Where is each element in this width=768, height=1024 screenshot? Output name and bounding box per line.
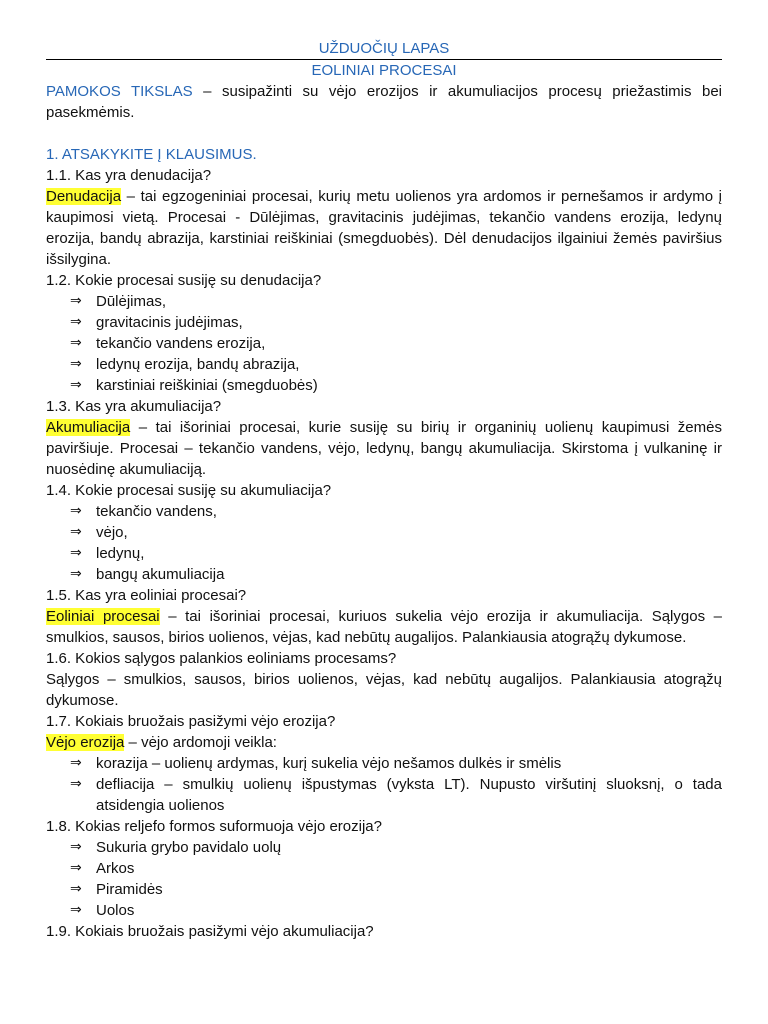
arrow-icon: ⇒ <box>70 902 82 918</box>
list-item: ⇒ tekančio vandens, <box>70 503 217 520</box>
arrow-icon: ⇒ <box>70 314 82 330</box>
question-1-1: 1.1. Kas yra denudacija? <box>46 167 212 184</box>
arrow-icon: ⇒ <box>70 776 82 792</box>
question-1-7: 1.7. Kokiais bruožais pasižymi vėjo erozija? <box>46 713 336 730</box>
list-item: ⇒ korazija – uolienų ardymas, kurį sukelia vėjo nešamos dulkės ir smėlis <box>70 755 562 772</box>
list-item: ⇒ vėjo, <box>70 524 128 541</box>
section-heading: 1. ATSAKYKITE Į KLAUSIMUS. <box>46 146 257 163</box>
worksheet <box>46 38 722 942</box>
lesson-goal-label: PAMOKOS TIKSLAS <box>46 83 193 100</box>
question-1-6: 1.6. Kokios sąlygos palankios eoliniams procesams? <box>46 650 397 667</box>
list-item: ⇒ gravitacinis judėjimas, <box>70 314 243 331</box>
arrow-icon: ⇒ <box>70 545 82 561</box>
question-1-4: 1.4. Kokie procesai susiję su akumuliacija? <box>46 482 332 499</box>
list-item: ⇒ Dūlėjimas, <box>70 293 167 310</box>
arrow-icon: ⇒ <box>70 524 82 540</box>
question-1-8: 1.8. Kokias reljefo formos suformuoja vėjo erozija? <box>46 818 382 835</box>
list-item: ⇒ Arkos <box>70 860 135 877</box>
arrow-icon: ⇒ <box>70 503 82 519</box>
question-1-9: 1.9. Kokiais bruožais pasižymi vėjo akumuliacija? <box>46 923 374 940</box>
term-highlight: Vėjo erozija <box>46 734 125 751</box>
list-item: ⇒ defliacija – smulkių uolienų išpustymas (vyksta LT). Nupusto viršutinį sluoksnį, o tada atsidengia uolienos <box>70 776 722 814</box>
arrow-icon: ⇒ <box>70 293 82 309</box>
answer-1-7 <box>46 732 722 753</box>
answer-text: – tai egzogeniniai procesai, kurių metu uolienos yra ardomos ir pernešamos ir ardymo į kaupimosi vietą. Procesai - Dūlėjimas, gravitacinis judėjimas, tekančio vandens erozija, ledynų erozija, bandų abrazija, karstiniai reiškiniai (smegduobės). Dėl denudacijos ilgainiui žemės paviršius išsilygina. <box>46 188 722 268</box>
list-item: ⇒ Sukuria grybo pavidalo uolų <box>70 839 282 856</box>
answer-text: – tai išoriniai procesai, kurie susiję su birių ir organinių uolienų kaupimusi žemės paviršiuje. Procesai – tekančio vandens, vėjo, ledynų, bangų akumuliacija. Skirstoma į vulkaninę ir nuosėdinę akumuliaciją. <box>46 419 722 478</box>
arrow-icon: ⇒ <box>70 566 82 582</box>
answer-text: – vėjo ardomoji veikla: <box>124 734 277 751</box>
list-item: ⇒ tekančio vandens erozija, <box>70 335 266 352</box>
question-1-5: 1.5. Kas yra eoliniai procesai? <box>46 587 247 604</box>
list-item: ⇒ ledynų erozija, bandų abrazija, <box>70 356 300 373</box>
answer-1-5 <box>46 606 722 648</box>
arrow-icon: ⇒ <box>70 335 82 351</box>
arrow-icon: ⇒ <box>70 755 82 771</box>
list-1-4 <box>46 501 722 585</box>
answer-1-6: Sąlygos – smulkios, sausos, birios uolienos, vėjas, kad nebūtų augalijos. Palankiausia atogrąžų dykumose. <box>46 671 722 709</box>
list-1-2 <box>46 291 722 396</box>
answer-1-1 <box>46 186 722 270</box>
lesson-goal <box>46 81 722 123</box>
term-highlight: Akumuliacija <box>46 419 131 436</box>
list-item: ⇒ Piramidės <box>70 881 163 898</box>
arrow-icon: ⇒ <box>70 377 82 393</box>
lesson-goal-text: – susipažinti su vėjo erozijos ir akumuliacijos procesų priežastimis bei pasekmėmis. <box>46 83 722 121</box>
list-item: ⇒ bangų akumuliacija <box>70 566 225 583</box>
arrow-icon: ⇒ <box>70 860 82 876</box>
list-item: ⇒ karstiniai reiškiniai (smegduobės) <box>70 377 318 394</box>
answer-text: – tai išoriniai procesai, kuriuos sukelia vėjo erozija ir akumuliacija. Sąlygos – smulkios, sausos, birios uolienos, vėjas, kad nebūtų augalijos. Palankiausia atogrąžų dykumose. <box>46 608 722 646</box>
term-highlight: Denudacija <box>46 188 122 205</box>
arrow-icon: ⇒ <box>70 881 82 897</box>
list-item: ⇒ ledynų, <box>70 545 145 562</box>
arrow-icon: ⇒ <box>70 839 82 855</box>
list-1-7 <box>46 753 722 816</box>
list-1-8 <box>46 837 722 921</box>
question-1-2: 1.2. Kokie procesai susiję su denudacija? <box>46 272 322 289</box>
page-title: UŽDUOČIŲ LAPAS <box>318 40 450 57</box>
arrow-icon: ⇒ <box>70 356 82 372</box>
list-item: ⇒ Uolos <box>70 902 135 919</box>
page-subtitle: EOLINIAI PROCESAI <box>46 59 722 81</box>
answer-1-3 <box>46 417 722 480</box>
term-highlight: Eoliniai procesai <box>46 608 160 625</box>
question-1-3: 1.3. Kas yra akumuliacija? <box>46 398 222 415</box>
